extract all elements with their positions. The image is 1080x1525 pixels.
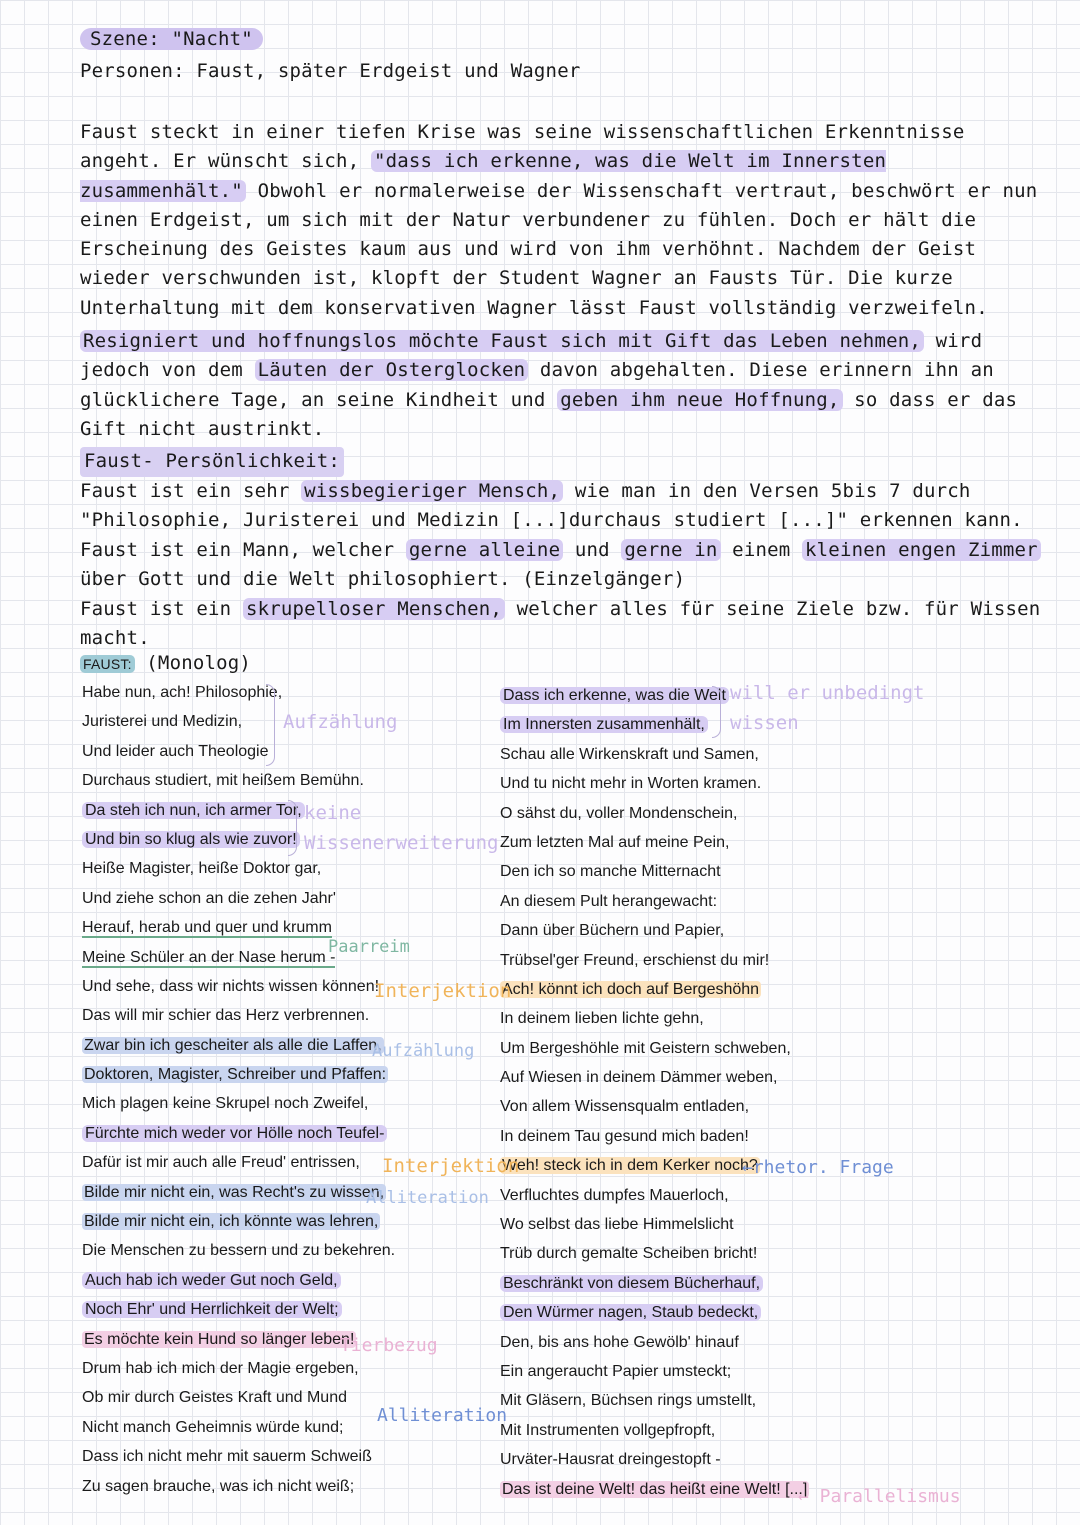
- personality-text: und: [563, 538, 622, 561]
- verse-line: Im Innersten zusammenhält,: [500, 710, 809, 739]
- annotation-alliteration-2: Alliteration: [377, 1405, 508, 1426]
- personality-highlight: gerne in: [621, 539, 720, 561]
- summary-quote: "dass ich erkenne, was die Welt im Innersten zusammenhält.": [80, 150, 887, 202]
- annotation-rhetorische-frage: ←rhetor. Frage: [742, 1157, 894, 1178]
- verse-line: Und ziehe schon an die zehen Jahr': [82, 889, 336, 907]
- verse-line: Drum hab ich mich der Magie ergeben,: [82, 1359, 359, 1377]
- summary-highlight: Resigniert und hoffnungslos möchte Faust sich mit Gift das Leben nehmen,: [80, 330, 924, 352]
- verse-line: Bilde mir nicht ein, was Recht's zu wissen,: [84, 1183, 385, 1201]
- summary-section: [80, 118, 1055, 444]
- personality-text: Faust ist ein: [80, 597, 243, 620]
- annotation-interjektion-2: Interjektion: [382, 1155, 520, 1177]
- verse-line: Zu sagen brauche, was ich nicht weiß;: [82, 1477, 355, 1495]
- verse-line: Dass ich erkenne, was die Welt: [500, 681, 809, 710]
- verse-line: Ach! könnt ich doch auf Bergeshöhn: [502, 980, 760, 998]
- verse-line: Den ich so manche Mitternacht: [500, 863, 721, 881]
- verse-line: Urväter-Hausrat dreingestopft -: [500, 1451, 721, 1469]
- verse-line: Trüb durch gemalte Scheiben bricht!: [500, 1245, 758, 1263]
- verse-line: Verfluchtes dumpfes Mauerloch,: [500, 1186, 729, 1204]
- verse-line: Herauf, herab und quer und krumm: [82, 919, 332, 937]
- faust-tag: FAUST:: [80, 655, 135, 673]
- summary-paragraph-1: [80, 118, 1055, 323]
- verse-line: Auch hab ich weder Gut noch Geld,: [82, 1266, 395, 1295]
- verse-line: Und tu nicht mehr in Worten kramen.: [500, 775, 762, 793]
- verse-line: Zwar bin ich gescheiter als alle die Laffen,: [84, 1036, 382, 1054]
- personality-line-2: [80, 536, 1055, 595]
- summary-highlight: geben ihm neue Hoffnung,: [557, 389, 842, 411]
- annotation-interjektion-1: Interjektion: [374, 980, 512, 1002]
- verse-line: Da steh ich nun, ich armer Tor,: [82, 796, 395, 825]
- personality-heading: Faust- Persönlichkeit:: [80, 447, 344, 477]
- annotation-aufzaehlung-2: Aufzählung: [372, 1041, 475, 1061]
- personality-text: Faust ist ein Mann, welcher: [80, 538, 406, 561]
- annotation-paarreim: Paarreim: [328, 937, 410, 957]
- annotation-wissen: wissen: [730, 712, 799, 734]
- verse-line: Um Bergeshöhle mit Geistern schweben,: [500, 1039, 791, 1057]
- summary-text: wird jedoch von dem: [80, 330, 983, 382]
- annotation-parallelismus: ← Parallelismus: [798, 1486, 961, 1507]
- verse-line: Schau alle Wirkenskraft und Samen,: [500, 745, 759, 763]
- verse-line: Bilde mir nicht ein, ich könnte was lehren,: [84, 1213, 379, 1231]
- verse-line: Juristerei und Medizin,: [82, 713, 243, 731]
- summary-text: so dass er das Gift nicht austrinkt.: [80, 388, 1018, 440]
- monologue-heading: [80, 652, 251, 674]
- verse-line: Heiße Magister, heiße Doktor gar,: [82, 860, 322, 878]
- verse-line: Es möchte kein Hund so länger leben!: [84, 1330, 355, 1348]
- verse-line: Ob mir durch Geistes Kraft und Mund: [82, 1389, 347, 1407]
- scene-title: Szene: "Nacht": [80, 28, 263, 50]
- verse-line: Ein angeraucht Papier umsteckt;: [500, 1362, 732, 1380]
- verse-line: Das ist deine Welt! das heißt eine Welt! [...]: [502, 1480, 808, 1498]
- verse-line: Dass ich nicht mehr mit sauerm Schweiß: [82, 1448, 372, 1466]
- verse-line: Die Menschen zu bessern und zu bekehren.: [82, 1242, 396, 1260]
- verse-line: Trübsel'ger Freund, erschienst du mir!: [500, 951, 770, 969]
- verse-line: In deinem lieben lichte gehn,: [500, 1010, 704, 1028]
- summary-highlight: Läuten der Osterglocken: [255, 359, 529, 381]
- personality-line-3: [80, 595, 1055, 654]
- header: [80, 28, 580, 82]
- monologue-label: (Monolog): [146, 652, 252, 674]
- verse-line: Meine Schüler an der Nase herum -: [82, 948, 336, 966]
- verse-line: Mit Gläsern, Büchsen rings umstellt,: [500, 1392, 757, 1410]
- verse-line: Auf Wiesen in deinem Dämmer weben,: [500, 1069, 778, 1087]
- personality-highlight: kleinen engen Zimmer: [802, 539, 1041, 561]
- annotation-aufzaehlung-1: Aufzählung: [283, 711, 398, 733]
- personality-highlight: wissbegieriger Mensch,: [301, 480, 563, 502]
- verse-line: Nicht manch Geheimnis würde kund;: [82, 1418, 344, 1436]
- personality-highlight: skrupelloser Menschen,: [243, 598, 505, 620]
- annotation-alliteration-1: Alliteration: [366, 1188, 489, 1208]
- annotation-keine: keine: [304, 802, 362, 824]
- annotation-will-er-unbedingt: will er unbedingt: [730, 682, 925, 704]
- personality-text: Faust ist ein sehr: [80, 479, 302, 502]
- personality-section: [80, 447, 1055, 654]
- verse-line: Mit Instrumenten vollgepfropft,: [500, 1421, 716, 1439]
- verse-line: Und bin so klug als wie zuvor!: [82, 825, 395, 854]
- verse-line: Mich plagen keine Skrupel noch Zweifel,: [82, 1095, 369, 1113]
- personality-text: welcher alles für seine Ziele bzw. für Wissen macht.: [80, 597, 1041, 649]
- brace-will-wissen: [712, 686, 721, 738]
- verse-line: Dann über Büchern und Papier,: [500, 922, 725, 940]
- verse-line: Den Würmer nagen, Staub bedeckt,: [500, 1298, 809, 1327]
- verse-line: Das will mir schier das Herz verbrennen.: [82, 1007, 370, 1025]
- brace-aufzaehlung: [266, 684, 275, 766]
- verse-line: Und sehe, dass wir nichts wissen können!: [82, 977, 380, 995]
- verse-line: Doktoren, Magister, Schreiber und Pfaffen:: [84, 1066, 387, 1084]
- summary-text: Obwohl er normalerweise der Wissenschaft vertraut, beschwört er nun einen Erdgeist, um sich mit der Natur verbundener zu fühlen. Doch er hält die Erscheinung des Geistes kaum aus und wird von ihm verhöhnt. Nachdem der Geist wieder verschwunden ist, klopft der Student Wagner an Fausts Tür. Die kurze Unterhaltung mit dem konservativen Wagner lässt Faust vollständig verzweifeln.: [80, 179, 1038, 319]
- verse-line: Wo selbst das liebe Himmelslicht: [500, 1216, 734, 1234]
- verse-line: Habe nun, ach! Philosophie,: [82, 684, 283, 701]
- verse-line: Fürchte mich weder vor Hölle noch Teufel-: [82, 1119, 395, 1148]
- summary-paragraph-2: [80, 327, 1055, 444]
- verse-line: Dafür ist mir auch alle Freud' entrissen,: [82, 1154, 360, 1172]
- verse-line: Zum letzten Mal auf meine Pein,: [500, 833, 730, 851]
- personality-highlight: gerne alleine: [406, 539, 563, 561]
- annotation-wissenserweiterung: Wissenerweiterung: [304, 832, 499, 854]
- personality-line-1: [80, 477, 1055, 536]
- verse-line: Durchaus studiert, mit heißem Bemühn.: [82, 772, 364, 790]
- persons-line: Personen: Faust, später Erdgeist und Wagner: [80, 60, 581, 82]
- monologue-right-column: [500, 681, 809, 1504]
- personality-text: über Gott und die Welt philosophiert. (Einzelgänger): [80, 568, 686, 590]
- summary-text: davon abgehalten. Diese erinnern ihn an glücklichere Tage, an seine Kindheit und: [80, 359, 994, 411]
- verse-line: O sähst du, voller Mondenschein,: [500, 804, 738, 822]
- verse-line: In deinem Tau gesund mich baden!: [500, 1127, 749, 1145]
- verse-line: Beschränkt von diesem Bücherhauf,: [500, 1269, 809, 1298]
- summary-text: Faust steckt in einer tiefen Krise was seine wissenschaftlichen Erkenntnisse angeht. Er wünscht sich,: [80, 121, 965, 173]
- verse-line: Von allem Wissensqualm entladen,: [500, 1098, 750, 1116]
- personality-text: wie man in den Versen 5bis 7 durch "Philosophie, Juristerei und Medizin [...]durchaus studiert [...]" erkennen kann.: [80, 479, 1023, 531]
- annotation-tierbezug: Tierbezug: [340, 1335, 438, 1356]
- verse-line: Den, bis ans hohe Gewölb' hinauf: [500, 1333, 739, 1351]
- brace-keine-wissen: [288, 800, 297, 856]
- verse-line: Noch Ehr' und Herrlichkeit der Welt;: [82, 1295, 395, 1324]
- verse-line: Weh! steck ich in dem Kerker noch?: [502, 1157, 758, 1175]
- verse-line: Und leider auch Theologie: [82, 742, 269, 760]
- personality-text: einem: [720, 538, 803, 561]
- verse-line: An diesem Pult herangewacht:: [500, 892, 718, 910]
